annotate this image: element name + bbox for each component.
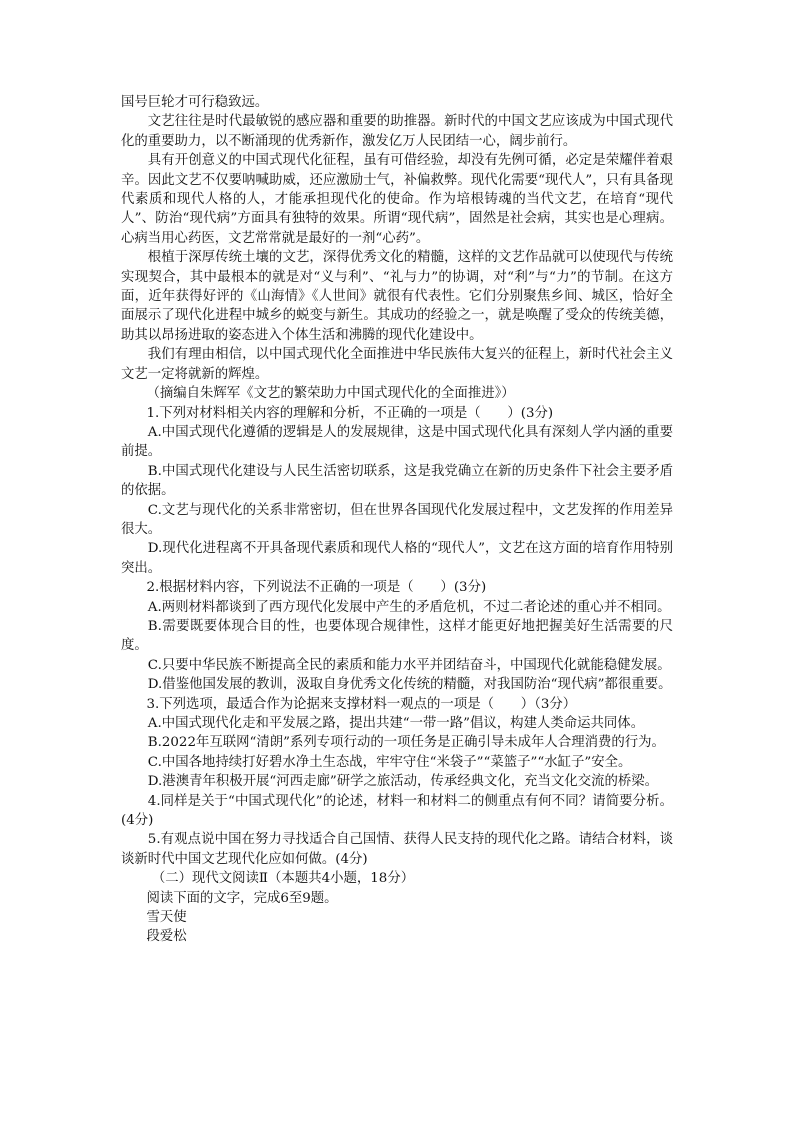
question-stem: 5.有观点说中国在努力寻找适合自己国情、获得人民支持的现代化之路。请结合材料，谈谈新时代中国文艺现代化应如何做。(4分) xyxy=(121,832,673,867)
question-stem: 3.下列选项，最适合作为论据来支撑材料一观点的一项是（ ）（3分） xyxy=(146,696,577,712)
option: C.只要中华民族不断提高全民的素质和能力水平并团结奋斗，中国现代化就能稳健发展。 xyxy=(147,657,671,673)
option: B.2022年互联网“清朗”系列专项行动的一项任务是正确引导未成年人合理消费的行为。 xyxy=(147,735,665,751)
option: B.需要既要体现合目的性，也要体现合规律性，这样才能更好地把握美好生活需要的尺度。 xyxy=(121,618,673,654)
option: B.中国式现代化建设与人民生活密切联系，这是我党确立在新的历史条件下社会主要矛盾的依据。 xyxy=(121,463,673,499)
instruction: 阅读下面的文字，完成6至9题。 xyxy=(146,890,338,906)
option: A.中国式现代化遵循的逻辑是人的发展规律，这是中国式现代化具有深刻人学内涵的重要前提。 xyxy=(121,424,673,460)
lead-line: 国号巨轮才可行稳致远。 xyxy=(121,95,269,110)
paragraph: 根植于深厚传统土壤的文艺，深得优秀文化的精髓，这样的文艺作品就可以使现代与传统实现契合，其中最根本的就是对“义与利”、“礼与力”的协调，对“利”与“力”的节制。在这方面，近年获得好评的《山海情》《人世间》就很有代表性。它们分别聚焦乡间、城区，恰好全面展示了现代化进程中城乡的蜕变与新生。其成功的经验之一，就是唤醒了受众的传统美德，助其以昂扬进取的姿态进入个体生活和沸腾的现代化建设中。 xyxy=(121,250,673,343)
option: C.中国各地持续打好碧水净土生态战，牢牢守住“米袋子”“菜篮子”“水缸子”安全。 xyxy=(147,754,632,770)
option: D.借鉴他国发展的教训，汲取自身优秀文化传统的精髓，对我国防治“现代病”都很重要。 xyxy=(147,677,672,693)
option: D.港澳青年积极开展“河西走廊”研学之旅活动，传承经典文化，充当文化交流的桥梁。 xyxy=(147,774,659,790)
option: A.中国式现代化走和平发展之路，提出共建“一带一路”倡议，构建人类命运共同体。 xyxy=(147,716,645,731)
paragraph: 具有开创意义的中国式现代化征程，虽有可借经验，却没有先例可循，必定是荣耀伴着艰辛。因此文艺不仅要呐喊助威，还应激励士气，补偏救弊。现代化需要“现代人”，只有具备现代素质和现代人格的人，才能承担现代化的使命。作为培根铸魂的当代文艺，在培育“现代人”、防治“现代病”方面具有独特的效果。所谓“现代病”，固然是社会病，其实也是心理病。心病当用心药医，文艺常常就是最好的一剂“心药”。 xyxy=(121,153,673,246)
question-stem: 2.根据材料内容，下列说法不正确的一项是（ ）(3分) xyxy=(146,580,487,596)
paragraph: 我们有理由相信，以中国式现代化全面推进中华民族伟大复兴的征程上，新时代社会主义文艺一定将就新的辉煌。 xyxy=(121,347,673,382)
paragraph: 文艺往往是时代最敏锐的感应器和重要的助推器。新时代的中国文艺应该成为中国式现代化的重要助力，以不断涌现的优秀新作，激发亿万人民团结一心，阔步前行。 xyxy=(121,114,673,149)
option: A.两则材料都谈到了西方现代化发展中产生的矛盾危机，不过二者论述的重心并不相同。 xyxy=(147,599,671,615)
story-title: 雪天使 xyxy=(146,910,187,926)
author: 段爱松 xyxy=(146,929,187,945)
option: C.文艺与现代化的关系非常密切，但在世界各国现代化发展过程中，文艺发挥的作用差异很大。 xyxy=(121,502,673,537)
option: D.现代化进程离不开具备现代素质和现代人格的“现代人”，文艺在这方面的培育作用特别突出。 xyxy=(121,541,673,576)
question-stem: 1.下列对材料相关内容的理解和分析，不正确的一项是（ ）(3分) xyxy=(146,405,554,421)
section-heading: （二）现代文阅读Ⅱ（本题共4小题，18分） xyxy=(151,871,415,887)
document-page xyxy=(121,93,673,947)
question-stem: 4.同样是关于“中国式现代化”的论述，材料一和材料二的侧重点有何不同？请简要分析。(4分) xyxy=(121,793,673,829)
source-citation: （摘编自朱辉军《文艺的繁荣助力中国式现代化的全面推进》） xyxy=(146,386,515,402)
